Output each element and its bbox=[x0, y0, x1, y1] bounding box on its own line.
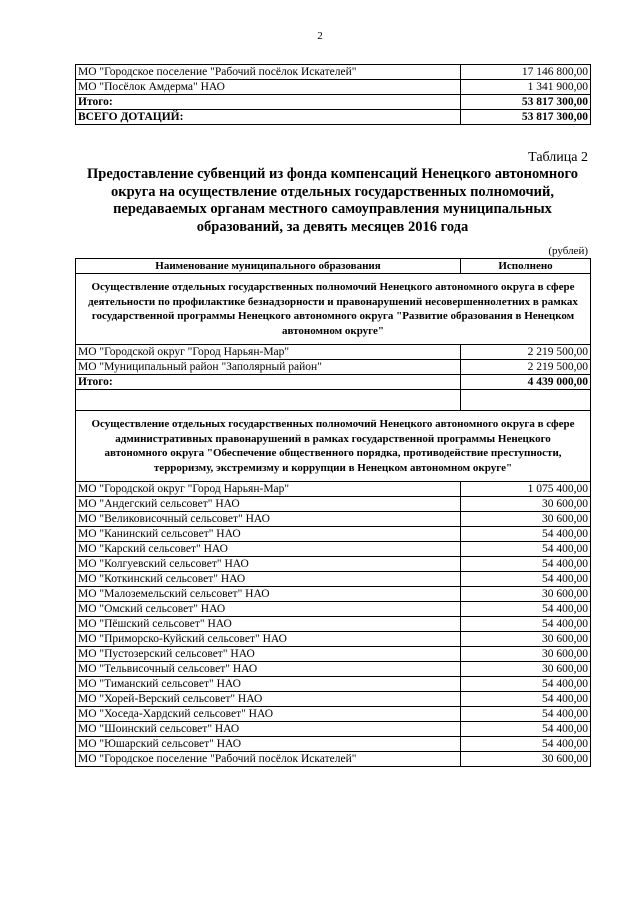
amount-cell: 54 400,00 bbox=[461, 692, 591, 707]
amount-cell: 30 600,00 bbox=[461, 632, 591, 647]
municipality-name-cell: МО "Городское поселение "Рабочий посёлок Искателей" bbox=[76, 752, 461, 767]
municipality-name-cell: МО "Шоинский сельсовет" НАО bbox=[76, 722, 461, 737]
subventions-table bbox=[75, 258, 591, 767]
municipality-name-cell: МО "Хоседа-Хардский сельсовет" НАО bbox=[76, 707, 461, 722]
amount-cell: 54 400,00 bbox=[461, 722, 591, 737]
amount-cell: 2 219 500,00 bbox=[461, 360, 591, 375]
section-admin-offenses-title: Осуществление отдельных государственных полномочий Ненецкого автономного округа в сфере административных правонарушений в рамках государственной программы Ненецкого автономного округа "Обеспечение общественного порядка, противодействие преступности, терроризму, экстремизму и коррупции в Ненецком автономном округе" bbox=[76, 411, 591, 482]
units-label: (рублей) bbox=[548, 245, 588, 257]
table-row bbox=[76, 80, 591, 95]
municipality-name-cell: МО "Колгуевский сельсовет" НАО bbox=[76, 557, 461, 572]
municipality-name-cell: ВСЕГО ДОТАЦИЙ: bbox=[76, 110, 461, 125]
spacer-row bbox=[76, 390, 591, 411]
table-row bbox=[76, 617, 591, 632]
amount-cell: 30 600,00 bbox=[461, 662, 591, 677]
municipality-name-cell: Итого: bbox=[76, 95, 461, 110]
page-number: 2 bbox=[317, 30, 323, 42]
municipality-name-cell: МО "Канинский сельсовет" НАО bbox=[76, 527, 461, 542]
amount-cell: 53 817 300,00 bbox=[461, 95, 591, 110]
municipality-name-cell: МО "Тиманский сельсовет" НАО bbox=[76, 677, 461, 692]
table-row bbox=[76, 572, 591, 587]
table-row bbox=[76, 737, 591, 752]
subsidies-table-continued bbox=[75, 64, 591, 125]
municipality-name-cell: МО "Хорей-Верский сельсовет" НАО bbox=[76, 692, 461, 707]
amount-cell: 54 400,00 bbox=[461, 737, 591, 752]
table-row bbox=[76, 647, 591, 662]
municipality-name-cell: МО "Великовисочный сельсовет" НАО bbox=[76, 512, 461, 527]
amount-cell: 53 817 300,00 bbox=[461, 110, 591, 125]
table-row bbox=[76, 557, 591, 572]
municipality-name-cell: МО "Посёлок Амдерма" НАО bbox=[76, 80, 461, 95]
section-profilaktika bbox=[76, 274, 591, 345]
municipality-name-cell: Итого: bbox=[76, 375, 461, 390]
amount-cell: 17 146 800,00 bbox=[461, 65, 591, 80]
section-admin-offenses bbox=[76, 411, 591, 482]
table-row bbox=[76, 587, 591, 602]
amount-cell: 54 400,00 bbox=[461, 542, 591, 557]
table-label: Таблица 2 bbox=[528, 150, 588, 165]
municipality-name-cell: МО "Пустозерский сельсовет" НАО bbox=[76, 647, 461, 662]
amount-cell: 54 400,00 bbox=[461, 707, 591, 722]
table-row bbox=[76, 375, 591, 390]
header-executed: Исполнено bbox=[461, 259, 591, 274]
table-row bbox=[76, 677, 591, 692]
amount-cell: 30 600,00 bbox=[461, 647, 591, 662]
header-municipality: Наименование муниципального образования bbox=[76, 259, 461, 274]
table-row bbox=[76, 692, 591, 707]
table-row bbox=[76, 722, 591, 737]
table-row bbox=[76, 482, 591, 497]
table-row bbox=[76, 707, 591, 722]
table-row bbox=[76, 602, 591, 617]
amount-cell: 54 400,00 bbox=[461, 602, 591, 617]
municipality-name-cell: МО "Карский сельсовет" НАО bbox=[76, 542, 461, 557]
table-row bbox=[76, 110, 591, 125]
table-row bbox=[76, 662, 591, 677]
municipality-name-cell: МО "Малоземельский сельсовет" НАО bbox=[76, 587, 461, 602]
table-row bbox=[76, 512, 591, 527]
amount-cell: 54 400,00 bbox=[461, 617, 591, 632]
amount-cell: 1 075 400,00 bbox=[461, 482, 591, 497]
table-row bbox=[76, 752, 591, 767]
amount-cell: 54 400,00 bbox=[461, 527, 591, 542]
table-title: Предоставление субвенций из фонда компенсаций Ненецкого автономного округа на осуществление отдельных государственных полномочий, передаваемых органам местного самоуправления муниципальных образований, за девять месяцев 2016 года bbox=[87, 166, 578, 235]
municipality-name-cell: МО "Омский сельсовет" НАО bbox=[76, 602, 461, 617]
amount-cell: 2 219 500,00 bbox=[461, 345, 591, 360]
municipality-name-cell: МО "Коткинский сельсовет" НАО bbox=[76, 572, 461, 587]
amount-cell: 30 600,00 bbox=[461, 497, 591, 512]
municipality-name-cell: МО "Приморско-Куйский сельсовет" НАО bbox=[76, 632, 461, 647]
amount-cell: 30 600,00 bbox=[461, 587, 591, 602]
municipality-name-cell: МО "Андегский сельсовет" НАО bbox=[76, 497, 461, 512]
amount-cell: 54 400,00 bbox=[461, 677, 591, 692]
table-row bbox=[76, 95, 591, 110]
municipality-name-cell: МО "Тельвисочный сельсовет" НАО bbox=[76, 662, 461, 677]
municipality-name-cell: МО "Городское поселение "Рабочий посёлок Искателей" bbox=[76, 65, 461, 80]
table-row bbox=[76, 360, 591, 375]
table-row bbox=[76, 527, 591, 542]
section-profilaktika-title: Осуществление отдельных государственных полномочий Ненецкого автономного округа в сфере деятельности по профилактике безнадзорности и правонарушений несовершеннолетних в рамках государственной программы Ненецкого автономного округа "Развитие образования в Ненецком автономном округе" bbox=[76, 274, 591, 345]
table-row bbox=[76, 65, 591, 80]
amount-cell: 30 600,00 bbox=[461, 752, 591, 767]
amount-cell: 4 439 000,00 bbox=[461, 375, 591, 390]
table-row bbox=[76, 345, 591, 360]
table-row bbox=[76, 497, 591, 512]
amount-cell: 30 600,00 bbox=[461, 512, 591, 527]
spacer-cell bbox=[461, 390, 591, 411]
amount-cell: 1 341 900,00 bbox=[461, 80, 591, 95]
table-row bbox=[76, 632, 591, 647]
municipality-name-cell: МО "Муниципальный район "Заполярный район" bbox=[76, 360, 461, 375]
amount-cell: 54 400,00 bbox=[461, 557, 591, 572]
municipality-name-cell: МО "Городской округ "Город Нарьян-Мар" bbox=[76, 482, 461, 497]
table-header-row bbox=[76, 259, 591, 274]
municipality-name-cell: МО "Пёшский сельсовет" НАО bbox=[76, 617, 461, 632]
municipality-name-cell: МО "Юшарский сельсовет" НАО bbox=[76, 737, 461, 752]
amount-cell: 54 400,00 bbox=[461, 572, 591, 587]
spacer-cell bbox=[76, 390, 461, 411]
municipality-name-cell: МО "Городской округ "Город Нарьян-Мар" bbox=[76, 345, 461, 360]
table-row bbox=[76, 542, 591, 557]
